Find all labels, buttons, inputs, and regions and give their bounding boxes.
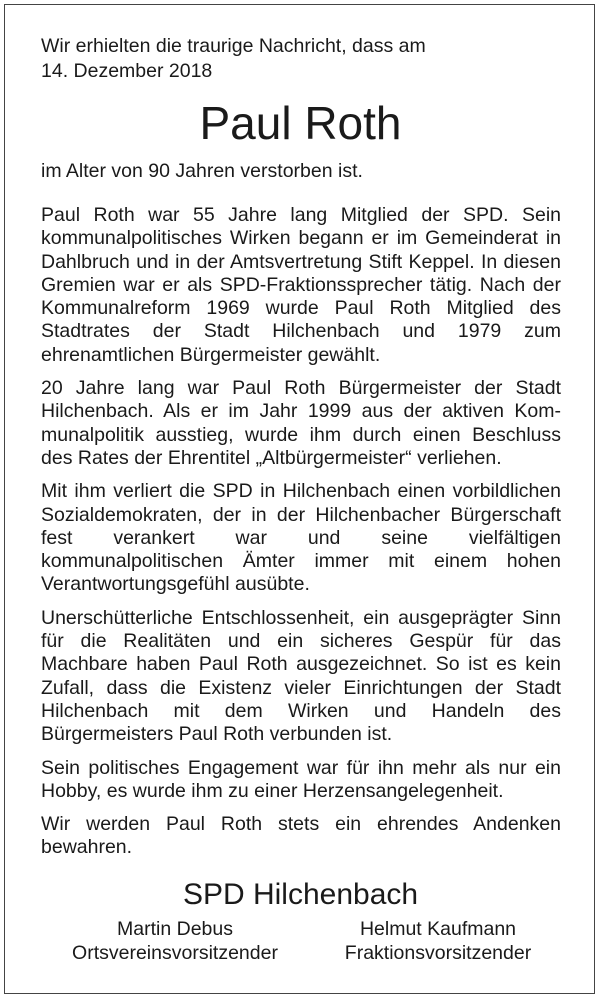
signatory-name: Helmut Kaufmann xyxy=(359,918,517,940)
paragraph-character: Unerschütterliche Entschlossenheit, ein ausgeprägter Sinn für die Realitäten und ein sicheres Gespür für das Machbare haben Paul Roth ausgezeichnet. So ist es kein Zufall, dass die Existenz vieler Einrichtungen der Stadt Hilchenbach mit dem Wirken und Handeln des Bürgermeisters Paul Roth verbunden ist. xyxy=(41,606,561,746)
signatory-left xyxy=(48,917,302,965)
paragraph-membership: Paul Roth war 55 Jahre lang Mitglied der SPD. Sein kommunalpolitisches Wirken begann er im Gemeinderat in Dahlbruch und in der Amtsvertretung Stift Keppel. In diesen Gremien war er als SPD-Fraktionssprecher tätig. Nach der Kommunalreform 1969 wurde Paul Roth Mitglied des Stadtrates der Stadt Hilchenbach und 1979 zum ehrenamtlichen Bürgermeister gewählt. xyxy=(41,204,561,366)
signatory-right xyxy=(318,917,558,965)
signatory-name: Martin Debus xyxy=(117,918,233,940)
paragraph-engagement: Sein politisches Engagement war für ihn mehr als nur ein Hobby, es wurde ihm zu einer Herzensangelegenheit. xyxy=(41,756,561,802)
paragraph-mayor: 20 Jahre lang war Paul Roth Bürgermeister der Stadt Hilchenbach. Als er im Jahr 1999 aus der aktiven Kommunalpolitik ausstieg, wurde ihm durch einen Beschluss des Rates der Ehrentitel „Altbürgermeister“ verliehen. xyxy=(41,377,561,469)
age-line: im Alter von 90 Jahren verstorben ist. xyxy=(41,160,363,182)
organization-name: SPD Hilchenbach xyxy=(182,878,419,911)
deceased-name: Paul Roth xyxy=(199,97,402,149)
signatory-role: Fraktionsvorsitzender xyxy=(344,942,532,964)
intro-line-1: Wir erhielten die traurige Nachricht, dass am xyxy=(41,35,426,57)
obituary-body xyxy=(41,204,561,870)
paragraph-loss: Mit ihm verliert die SPD in Hilchenbach einen vorbildlichen Sozialdemokraten, der in der Hilchenbacher Bürgerschaft fest verankert war und seine vielfältigen kommunalpolitischen Ämter immer mit einem hohen Verantwortungsgefühl ausübte. xyxy=(41,480,561,596)
paragraph-closing: Wir werden Paul Roth stets ein ehrendes Andenken bewahren. xyxy=(41,813,561,859)
signatory-role: Ortsvereinsvorsitzender xyxy=(72,942,278,964)
intro-date: 14. Dezember 2018 xyxy=(41,60,213,82)
